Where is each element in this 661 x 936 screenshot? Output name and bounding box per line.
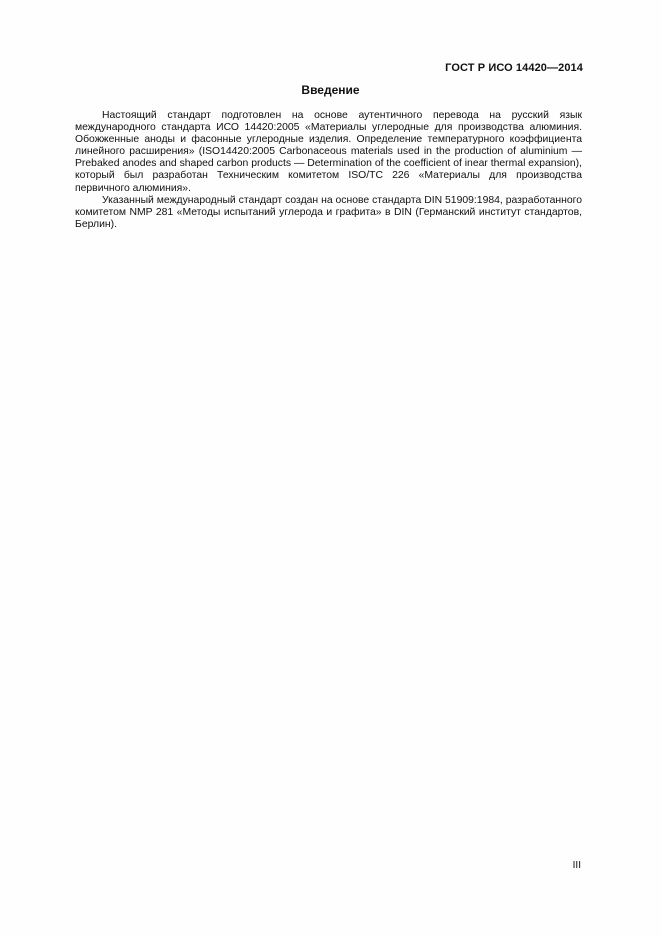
section-title: Введение xyxy=(301,83,360,97)
body-text xyxy=(75,110,582,231)
document-code: ГОСТ Р ИСО 14420—2014 xyxy=(445,62,583,74)
paragraph-origin: Указанный международный стандарт создан на основе стандарта DIN 51909:1984, разработанного комитетом NMP 281 «Методы испытаний углерода и графита» в DIN (Германский институт стандартов, Берлин). xyxy=(75,194,582,230)
page-number: III xyxy=(572,860,581,871)
paragraph-introduction: Настоящий стандарт подготовлен на основе аутентичного перевода на русский язык международного стандарта ИСО 14420:2005 «Материалы углеродные для производства алюминия. Обожженные аноды и фасонные углеродные изделия. Определение температурного коэффициента линейного расширения» (ISO14420:2005 Carbonaceous materials used in the production of aluminium — Prebaked anodes and shaped carbon products — Determination of the coefficient of inear thermal expansion), который был разработан Техническим комитетом ISO/TC 226 «Материалы для производства первичного алюминия». xyxy=(75,110,582,194)
